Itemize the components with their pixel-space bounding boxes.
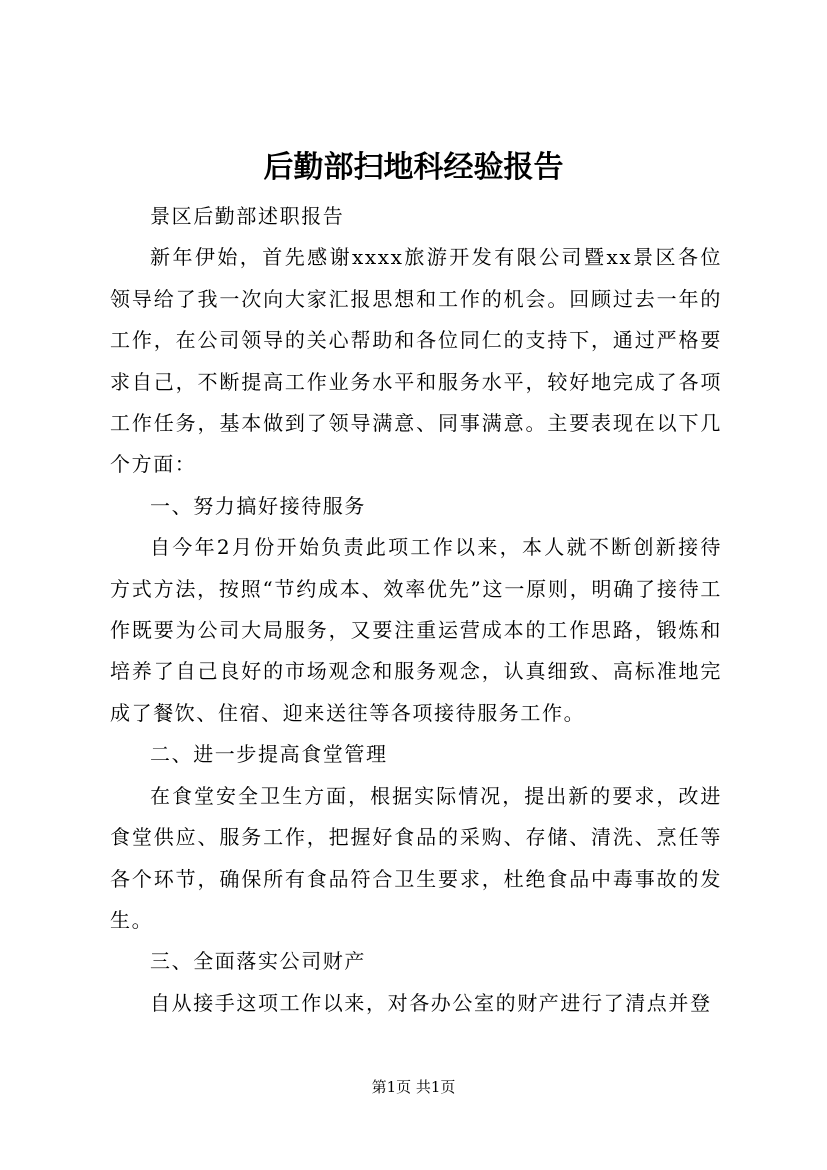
paragraph-section-1: 自今年2月份开始负责此项工作以来，本人就不断创新接待方式方法，按照“节约成本、效率优先”这一原则，明确了接待工作既要为公司大局服务，又要注重运营成本的工作思路，锻炼和培养了自己良好的市场观念和服务观念，认真细致、高标准地完成了餐饮、住宿、迎来送往等各项接待服务工作。 xyxy=(110,535,722,725)
page-footer: 第1页 共1页 xyxy=(371,1078,456,1096)
section-heading-2: 二、进一步提高食堂管理 xyxy=(150,742,388,767)
section-heading-1: 一、努力搞好接待服务 xyxy=(150,493,366,518)
paragraph-subtitle: 景区后勤部述职报告 xyxy=(150,204,345,228)
section-heading-3: 三、全面落实公司财产 xyxy=(150,949,366,974)
document-body xyxy=(110,196,722,1024)
paragraph-section-2: 在食堂安全卫生方面，根据实际情况，提出新的要求，改进食堂供应、服务工作，把握好食品的采购、存储、清洗、烹任等各个环节，确保所有食品符合卫生要求，杜绝食品中毒事故的发生。 xyxy=(110,783,722,932)
paragraph-section-3: 自从接手这项工作以来，对各办公室的财产进行了清点并登 xyxy=(150,990,712,1015)
paragraph-intro: 新年伊始，首先感谢xxxx旅游开发有限公司暨xx景区各位领导给了我一次向大家汇报思想和工作的机会。回顾过去一年的工作，在公司领导的关心帮助和各位同仁的支持下，通过严格要求自己，不断提高工作业务水平和服务水平，较好地完成了各项工作任务，基本做到了领导满意、同事满意。主要表现在以下几个方面： xyxy=(110,245,722,477)
document-title: 后勤部扫地科经验报告 xyxy=(263,150,564,185)
